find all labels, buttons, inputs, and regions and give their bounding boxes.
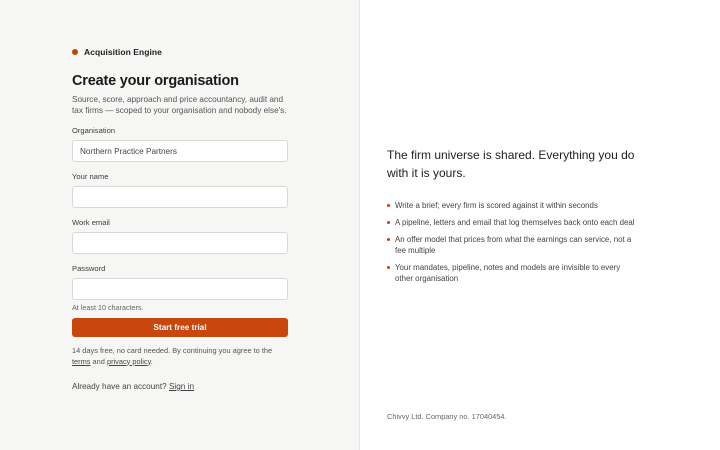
feature-item [387,234,637,256]
email-input[interactable] [72,232,288,254]
brand [72,46,288,58]
password-input[interactable] [72,278,288,300]
pitch-headline: The firm universe is shared. Everything you do with it is yours. [387,148,635,180]
privacy-policy-link[interactable]: privacy policy [106,356,151,366]
password-field-group [72,264,288,313]
bullet-dot-icon [387,204,390,207]
page-title: Create your organisation [72,73,239,89]
feature-item [387,262,637,284]
organisation-field-group [72,126,288,162]
name-input[interactable] [72,186,288,208]
feature-text: A pipeline, letters and email that log themselves back onto each deal [395,218,635,227]
brand-name: Acquisition Engine [84,47,162,57]
bullet-dot-icon [387,266,390,269]
feature-item [387,217,637,228]
bullet-dot-icon [387,221,390,224]
feature-list [387,200,637,290]
email-field-group [72,218,288,254]
signin-prompt-text: Already have an account? [72,382,167,391]
signin-prompt [72,381,288,392]
password-label: Password [72,264,106,273]
feature-text: Your mandates, pipeline, notes and models are invisible to every other organisation [395,263,621,283]
email-label: Work email [72,218,110,227]
terms-link[interactable]: terms [72,356,91,366]
name-label: Your name [72,172,109,181]
feature-item [387,200,637,211]
bullet-dot-icon [387,238,390,241]
feature-text: Write a brief; every firm is scored against it within seconds [395,201,598,210]
terms-notice-period: . [150,356,153,366]
name-field-group [72,172,288,208]
signup-form [72,46,288,392]
password-hint: At least 10 characters. [72,303,144,312]
terms-notice [72,346,288,367]
feature-text: An offer model that prices from what the earnings can service, not a fee multiple [395,235,632,255]
terms-notice-text: 14 days free, no card needed. By continuing you agree to the [72,346,273,355]
pitch-panel [360,0,720,450]
organisation-label: Organisation [72,126,116,135]
terms-notice-and: and [92,356,105,366]
page-subtitle: Source, score, approach and price accountancy, audit and tax firms — scoped to your organisation and nobody else's. [72,95,287,115]
start-trial-button[interactable]: Start free trial [72,318,288,337]
brand-dot-icon [72,49,78,55]
sign-in-link[interactable]: Sign in [168,382,195,391]
organisation-input[interactable] [72,140,288,162]
company-legal-text: Chivvy Ltd. Company no. 17040454. [387,412,507,421]
